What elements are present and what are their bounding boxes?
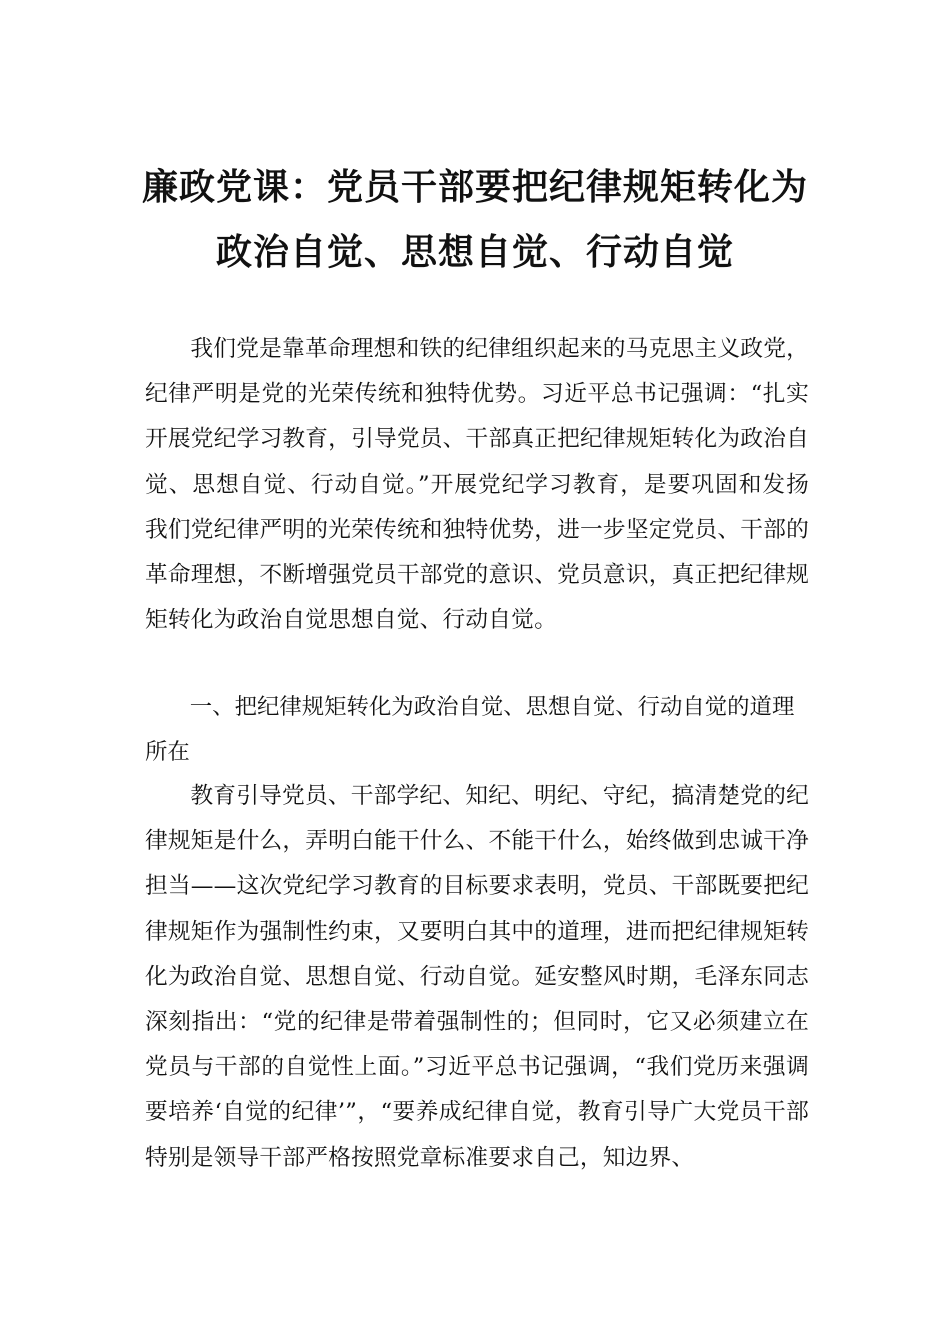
- intro-paragraph: 我们党是靠革命理想和铁的纪律组织起来的马克思主义政党，纪律严明是党的光荣传统和独特优势。习近平总书记强调：“扎实开展党纪学习教育，引导党员、干部真正把纪律规矩转化为政治自觉、思想自觉、行动自觉。”开展党纪学习教育，是要巩固和发扬我们党纪律严明的光荣传统和独特优势，进一步坚定党员、干部的革命理想，不断增强党员干部党的意识、党员意识，真正把纪律规矩转化为政治自觉思想自觉、行动自觉。: [145, 336, 809, 634]
- document-title-line-2: 政治自觉、思想自觉、行动自觉: [215, 231, 734, 273]
- section-1-heading: 一、把纪律规矩转化为政治自觉、思想自觉、行动自觉的道理所在: [145, 694, 795, 765]
- section-1-paragraph: 教育引导党员、干部学纪、知纪、明纪、守纪，搞清楚党的纪律规矩是什么，弄明白能干什么、不能干什么，始终做到忠诚干净担当——这次党纪学习教育的目标要求表明，党员、干部既要把纪律规矩作为强制性约束，又要明白其中的道理，进而把纪律规矩转化为政治自觉、思想自觉、行动自觉。延安整风时期，毛泽东同志深刻指出：“党的纪律是带着强制性的；但同时，它又必须建立在党员与干部的自觉性上面。”习近平总书记强调，“我们党历来强调要培养‘自觉的纪律’”，“要养成纪律自觉，教育引导广大党员干部特别是领导干部严格按照党章标准要求自己，知边界、: [145, 783, 809, 1171]
- document-title-line-1: 廉政党课：党员干部要把纪律规矩转化为: [141, 166, 808, 208]
